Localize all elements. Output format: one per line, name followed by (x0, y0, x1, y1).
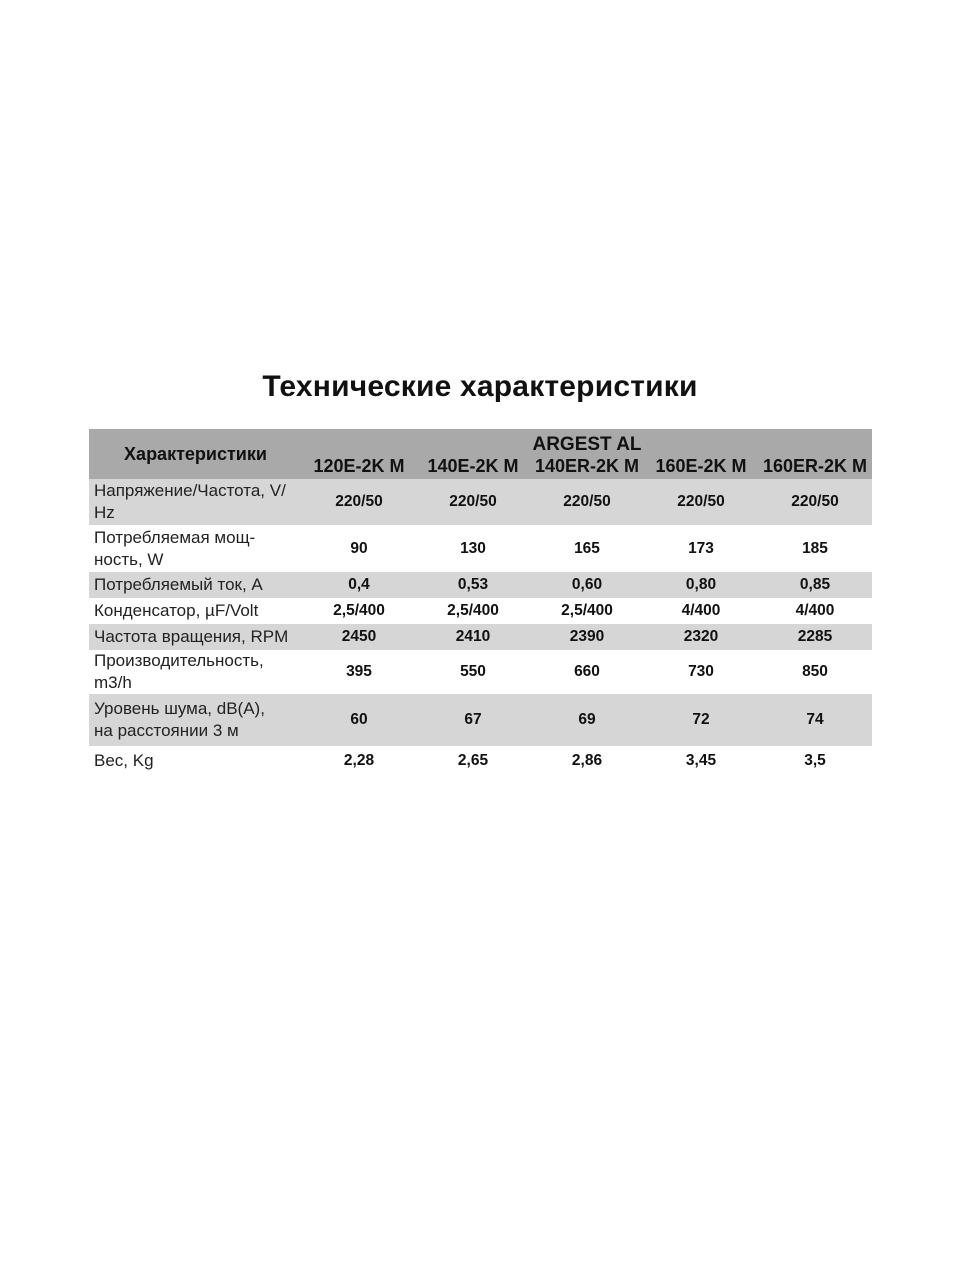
row-value: 2285 (758, 624, 872, 650)
row-value: 74 (758, 694, 872, 746)
label-column-header: Характеристики (89, 429, 302, 479)
model-header: 160ER-2K M (758, 456, 872, 479)
row-value: 90 (350, 539, 368, 557)
row-value: 550 (460, 663, 486, 680)
row-value: 2450 (302, 624, 416, 650)
spec-table (89, 429, 872, 775)
row-value: 72 (644, 694, 758, 746)
row-value: 3,45 (685, 751, 717, 769)
row-value: 2390 (530, 624, 644, 650)
row-label: Уровень шума, dB(A), на расстоянии 3 м (89, 694, 302, 746)
row-value: 220/50 (302, 479, 416, 525)
model-header: 160E-2K M (644, 456, 758, 479)
table-row (89, 694, 872, 746)
row-value: 3,5 (804, 751, 826, 769)
row-value: 185 (802, 539, 828, 557)
row-label: Потребляемый ток, А (89, 572, 302, 598)
row-value: 2,5/400 (333, 602, 385, 619)
row-value: 220/50 (644, 479, 758, 525)
row-value: 395 (346, 663, 372, 680)
row-value: 660 (574, 663, 600, 680)
row-value: 2320 (644, 624, 758, 650)
row-value: 0,80 (644, 572, 758, 598)
row-value: 60 (302, 694, 416, 746)
row-value: 220/50 (758, 479, 872, 525)
row-label: Вес, Kg (94, 750, 154, 770)
row-value: 67 (416, 694, 530, 746)
table-row (89, 746, 872, 775)
row-value: 850 (802, 663, 828, 680)
row-value: 2,5/400 (447, 602, 499, 619)
header-row-brand (89, 429, 872, 456)
row-value: 4/400 (795, 602, 835, 619)
row-value: 165 (574, 539, 600, 557)
row-value: 220/50 (416, 479, 530, 525)
table-row (89, 598, 872, 624)
row-label: Частота вращения, RPM (89, 624, 302, 650)
table-row (89, 479, 872, 525)
spec-table-body (89, 479, 872, 775)
row-value: 220/50 (530, 479, 644, 525)
row-value: 0,85 (758, 572, 872, 598)
row-value: 2,28 (343, 751, 375, 769)
row-value: 173 (688, 539, 714, 557)
row-value: 730 (688, 663, 714, 680)
row-value: 4/400 (681, 602, 721, 619)
table-row (89, 624, 872, 650)
row-value: 2,65 (457, 751, 489, 769)
row-label: Напряжение/Частота, V/ Hz (89, 479, 302, 525)
row-value: 2,5/400 (561, 602, 613, 619)
table-row (89, 572, 872, 598)
row-label: Потребляемая мощ- ность, W (94, 527, 256, 569)
row-value: 0,4 (302, 572, 416, 598)
row-value: 130 (460, 539, 486, 557)
row-value: 2,86 (571, 751, 603, 769)
row-label: Конденсатор, µF/Volt (94, 601, 259, 620)
row-value: 0,53 (416, 572, 530, 598)
model-header: 140ER-2K M (530, 456, 644, 479)
model-header: 140E-2K M (416, 456, 530, 479)
page-title: Технические характеристики (262, 370, 698, 403)
table-row (89, 525, 872, 572)
brand-header: ARGEST AL (302, 429, 872, 456)
row-label: Производительность, m3/h (94, 651, 264, 692)
model-header: 120E-2K M (302, 456, 416, 479)
row-value: 0,60 (530, 572, 644, 598)
table-row (89, 650, 872, 694)
row-value: 69 (530, 694, 644, 746)
row-value: 2410 (416, 624, 530, 650)
